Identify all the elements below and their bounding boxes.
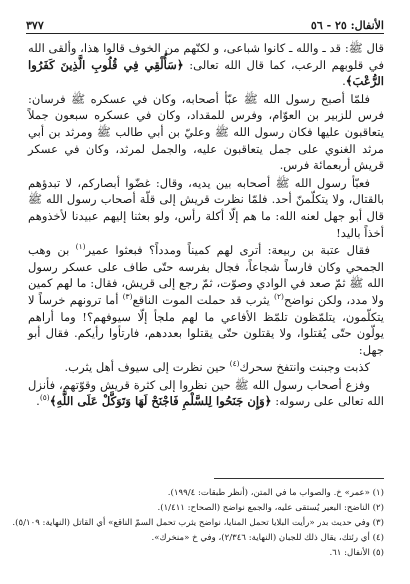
quran-verse: ﴿وَإِن جَنَحُوا لِلسَّلْمِ فَاجْنَحْ لَهَا وَتَوَكَّلْ عَلَى اللَّهِ﴾ (49, 394, 272, 409)
text-segment: كذبت وجبنت وانتفخ سحرك (239, 360, 370, 375)
text-segment: أما ترونهم خرساً لا يتكلّمون، يتلمّظون تلمّظ الأفاعي ما لهم ملجأ إلّا سيوفهم؟! وما أراهم يولّون حتّى يُقتلوا، ولا يقتلون حتّى يقتلوا بعددهم، فارتأوا رأيكم. فقال أبو جهل: (28, 292, 384, 357)
footnote-item: (٥) الأنفال: ٦١. (329, 548, 384, 558)
paragraph (28, 242, 384, 358)
paragraph (28, 40, 384, 90)
footnote-marker: (٢) (274, 292, 284, 302)
text-segment: وفزع أصحاب رسول الله ﷺ حين نظروا إلى كثرة قريش وقوّتهم، فأنزل الله تعالى على رسوله: (28, 377, 384, 409)
text-segment: حين نظرت إلى سيوف أهل يثرب. (64, 360, 230, 375)
paragraph (28, 377, 384, 410)
footnote-divider (214, 478, 384, 479)
text-segment: بن وهب الجمحي وكان فارساً شجاعاً، فجال بفرسه حتّى طاف على عسكر رسول الله ﷺ ثمّ صعد في الوادي وصوّت، ثمّ رجع إلى قريش، فقال: ما لهم كمين ولا مدد، ولكن نواضح (28, 243, 385, 307)
footnote-marker: (٥) (39, 393, 50, 403)
footnote-item: (٤) أي رئتك، يقال ذلك للجبان (النهاية: ٢/٣٤٦)، وفي خ «منخرك». (151, 533, 384, 543)
text-segment: يثرب قد حملت الموت الناقع (132, 292, 275, 307)
footnote-marker: (١) (75, 242, 86, 252)
page-header (26, 14, 384, 32)
paragraph (28, 91, 384, 174)
main-text (28, 40, 384, 411)
quran-verse: ﴿سَأُلْقِي فِي قُلُوبِ الَّذِينَ كَفَرُوا الرُّعْبَ﴾ (28, 57, 384, 89)
footnote-item: (٣) وفي حديث بدر «رأيت البلايا تحمل المنايا، نواضح يثرب تحمل السمّ الناقع» أي القاتل (النهاية: ٥/١٠٩). (12, 518, 384, 528)
text-segment: . (36, 394, 40, 409)
footnote-marker: (٣) (122, 292, 133, 302)
page-number: ٣٧٧ (26, 19, 44, 32)
footnote-marker: (٤) (229, 359, 240, 369)
paragraph (28, 175, 384, 241)
text-segment: . (342, 74, 346, 89)
surah-reference: الأنفال: ٢٥ - ٥٦ (310, 19, 384, 32)
header-divider (26, 33, 384, 34)
text-segment: قال ﷺ: قد ـ والله ـ كانوا شباعى، و لكنّهم من الخوف قالوا هذا، وألقى الله في قلوبهم الرعب، كما قال الله تعالى: (28, 41, 385, 72)
footnotes (12, 486, 384, 561)
text-segment: فقال عتبة بن ربيعة: أترى لهم كميناً ومدداً؟ فبعثوا عمير (85, 243, 370, 258)
footnote-item: (١) «عمر» خ. والصواب ما في المتن، (أنظر طبقات: ١٩٩/٤). (167, 488, 384, 498)
text-segment: فلمّا أصبح رسول الله ﷺ عبّأ أصحابه، وكان في عسكره ﷺ فرسان: فرس للزبير بن العوّام، وفرس للمقداد، وكان في عسكره سبعون جملاً يتعاقبون عليها فكان رسول الله ﷺ وعليّ بن أبي طالب ﷺ ومرثد بن أبي مرثد الغنوي على جمل يتعاقبون عليه، والجمل لمرثد، وكان في عسكر قريش أربعمائة فرس. (28, 91, 384, 173)
footnote-item: (٢) الناضح: البعير يُستقى عليه، والجمع نواضح (الصحاح: ١/٤١١). (157, 503, 384, 513)
paragraph (28, 359, 384, 376)
text-segment: فعبّأ رسول الله ﷺ أصحابه بين يديه، وقال: غضّوا أبصاركم، لا تبدؤهم بالقتال، ولا يتكلّمنّ أحد. فلمّا نظرت قريش إلى قلّة أصحاب رسول الله ﷺ قال أبو جهل لعنه الله: ما هم إلّا أكلة رأس، ولو بعثنا إليهم عبيدنا لأخذوهم أخذاً باليد! (28, 175, 384, 240)
